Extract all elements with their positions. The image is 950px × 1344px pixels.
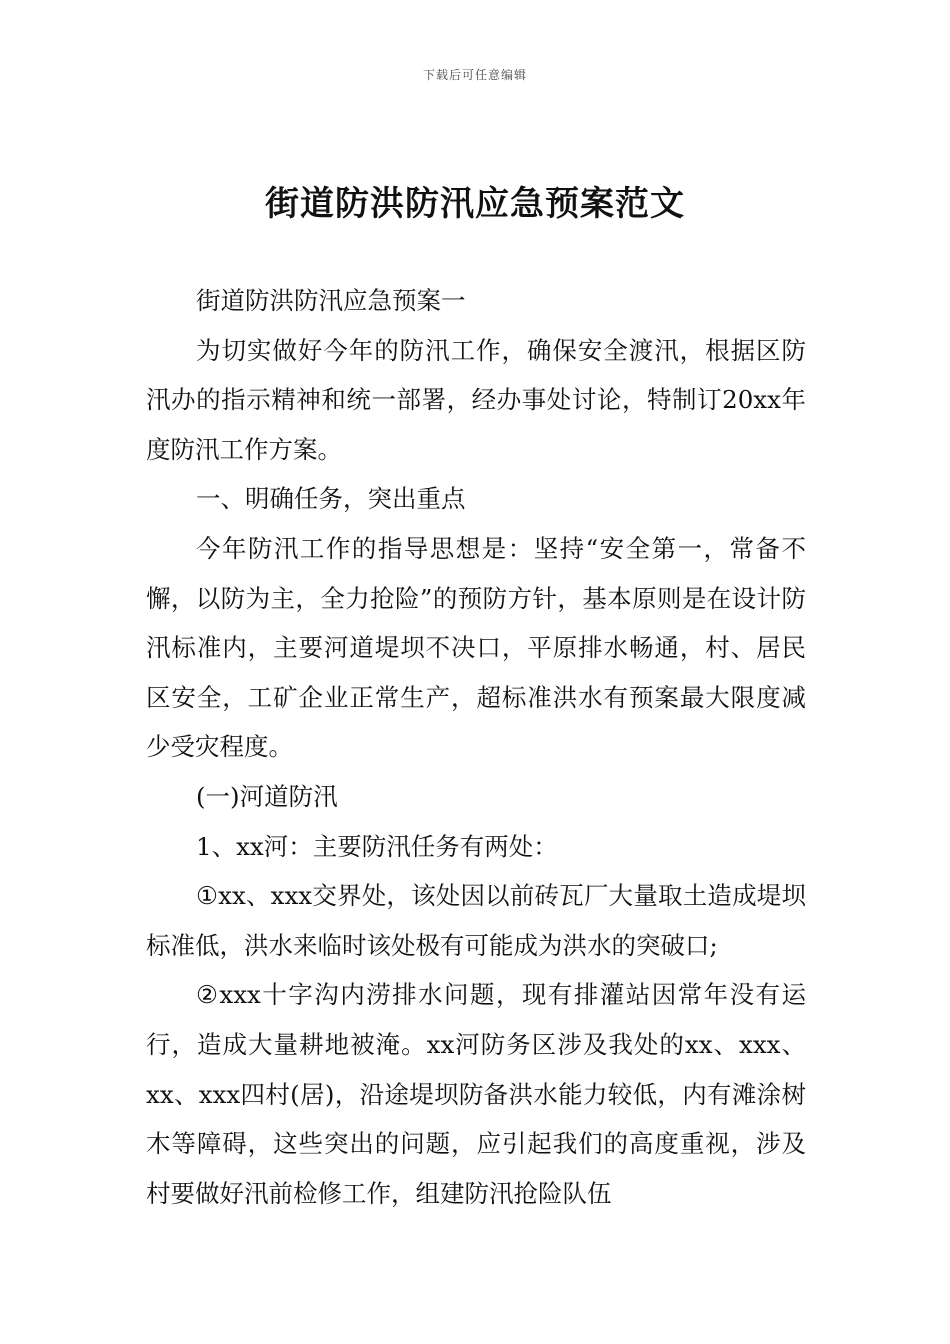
paragraph-guiding-principle: 今年防汛工作的指导思想是：坚持“安全第一，常备不懈，以防为主，全力抢险”的预防方针，基本原则是在设计防汛标准内，主要河道堤坝不决口，平原排水畅通，村、居民区安全，工矿企业正常生产，超标准洪水有预案最大限度减少受灾程度。 [146,533,806,762]
paragraph-intro: 为切实做好今年的防汛工作，确保安全渡汛，根据区防汛办的指示精神和统一部署，经办事处讨论，特制订20xx年度防汛工作方案。 [146,335,806,464]
document-body [146,276,806,1218]
paragraph-subsection-heading: (一)河道防汛 [196,781,338,811]
header-note: 下载后可任意编辑 [422,68,527,82]
paragraph-item-two: ②xxx十字沟内涝排水问题，现有排灌站因常年没有运行，造成大量耕地被淹。xx河防务区涉及我处的xx、xxx、xx、xxx四村(居)，沿途堤坝防备洪水能力较低，内有滩涂树木等障碍，这些突出的问题，应引起我们的高度重视，涉及村要做好汛前检修工作，组建防汛抢险队伍 [146,980,806,1208]
paragraph-plan-heading: 街道防洪防汛应急预案一 [196,286,466,315]
document-title: 街道防洪防汛应急预案范文 [265,184,685,224]
paragraph-section-heading: 一、明确任务，突出重点 [196,484,466,514]
paragraph-river-item: 1、xx河：主要防汛任务有两处： [196,831,558,861]
paragraph-item-one: ①xx、xxx交界处，该处因以前砖瓦厂大量取土造成堤坝标准低，洪水来临时该处极有可能成为洪水的突破口; [146,881,806,960]
